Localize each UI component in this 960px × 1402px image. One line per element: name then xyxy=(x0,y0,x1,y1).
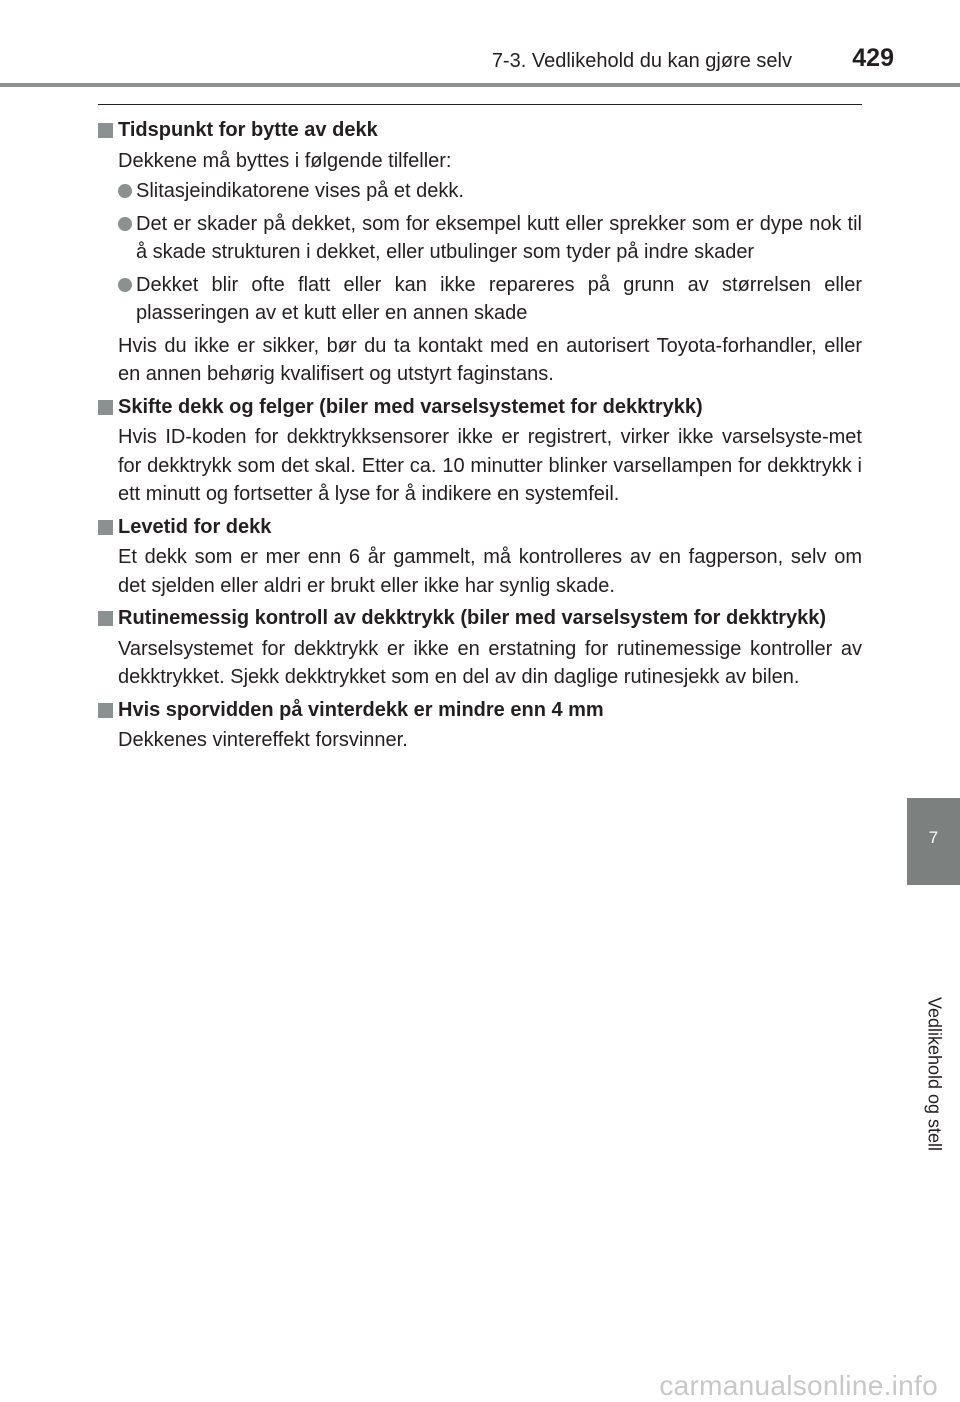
square-bullet-icon xyxy=(98,703,113,718)
paragraph: Hvis ID-koden for dekktrykksensorer ikke er registrert, virker ikke varselsyste-met for dekktrykk som det skal. Etter ca. 10 minutter blinker varsellampen for dekktrykk i ett minutt og fortsetter å lyse for å indikere en systemfeil. xyxy=(118,426,862,505)
page-number: 429 xyxy=(852,44,894,72)
paragraph: Dekkene må byttes i følgende tilfeller: xyxy=(118,149,452,172)
paragraph: Dekkenes vintereffekt forsvinner. xyxy=(118,729,408,751)
list-item xyxy=(98,177,862,206)
list-item-text: Dekket blir ofte flatt eller kan ikke repareres på grunn av størrelsen eller plasseringen av et kutt eller en annen skade xyxy=(136,273,862,324)
chapter-title: Vedlikehold og stell xyxy=(924,996,945,1152)
square-bullet-icon xyxy=(98,400,113,415)
list-item xyxy=(98,271,862,328)
heading-text: Skifte dekk og felger (biler med varselsystemet for dekktrykk) xyxy=(118,395,703,418)
list-item-text: Slitasjeindikatorene vises på et dekk. xyxy=(136,180,464,202)
header-rule xyxy=(0,83,960,87)
section-routine-pressure-check xyxy=(98,604,862,692)
main-content xyxy=(98,116,862,759)
heading-text: Hvis sporvidden på vinterdekk er mindre enn 4 mm xyxy=(118,698,604,721)
paragraph: Hvis du ikke er sikker, bør du ta kontakt med en autorisert Toyota-forhandler, eller en annen behørig kvalifisert og utstyrt faginstans. xyxy=(118,334,862,385)
paragraph: Et dekk som er mer enn 6 år gammelt, må kontrolleres av en fagperson, selv om det sjelden eller aldri er brukt eller ikke har synlig skade. xyxy=(118,546,862,597)
list-item xyxy=(98,210,862,267)
section-heading xyxy=(98,116,862,145)
paragraph: Varselsystemet for dekktrykk er ikke en erstatning for rutinemessige kontroller av dekktrykket. Sjekk dekktrykket som en del av din daglige rutinesjekk av bilen. xyxy=(118,637,862,688)
circle-bullet-icon xyxy=(118,184,132,198)
square-bullet-icon xyxy=(98,123,113,138)
square-bullet-icon xyxy=(98,611,113,626)
header-section-title: 7-3. Vedlikehold du kan gjøre selv xyxy=(491,50,792,72)
square-bullet-icon xyxy=(98,520,113,535)
chapter-tab xyxy=(907,798,960,885)
heading-text: Levetid for dekk xyxy=(118,515,272,538)
section-winter-tire-depth xyxy=(98,696,862,755)
section-change-tires-wheels xyxy=(98,393,862,509)
section-heading xyxy=(98,393,862,422)
watermark: carmanualsonline.info xyxy=(659,1370,938,1401)
chapter-number: 7 xyxy=(928,828,939,847)
circle-bullet-icon xyxy=(118,278,132,292)
section-heading xyxy=(98,513,862,542)
section-heading xyxy=(98,604,862,633)
content-rule xyxy=(98,104,862,105)
section-tire-lifetime xyxy=(98,513,862,601)
section-heading xyxy=(98,696,862,725)
heading-text: Tidspunkt for bytte av dekk xyxy=(118,119,378,141)
section-tire-replacement xyxy=(98,116,862,389)
list-item-text: Det er skader på dekket, som for eksempel kutt eller sprekker som er dype nok til å skade strukturen i dekket, eller utbulinger som tyder på indre skader xyxy=(136,212,862,263)
heading-text: Rutinemessig kontroll av dekktrykk (biler med varselsystem for dekktrykk) xyxy=(118,607,827,629)
circle-bullet-icon xyxy=(118,217,132,231)
